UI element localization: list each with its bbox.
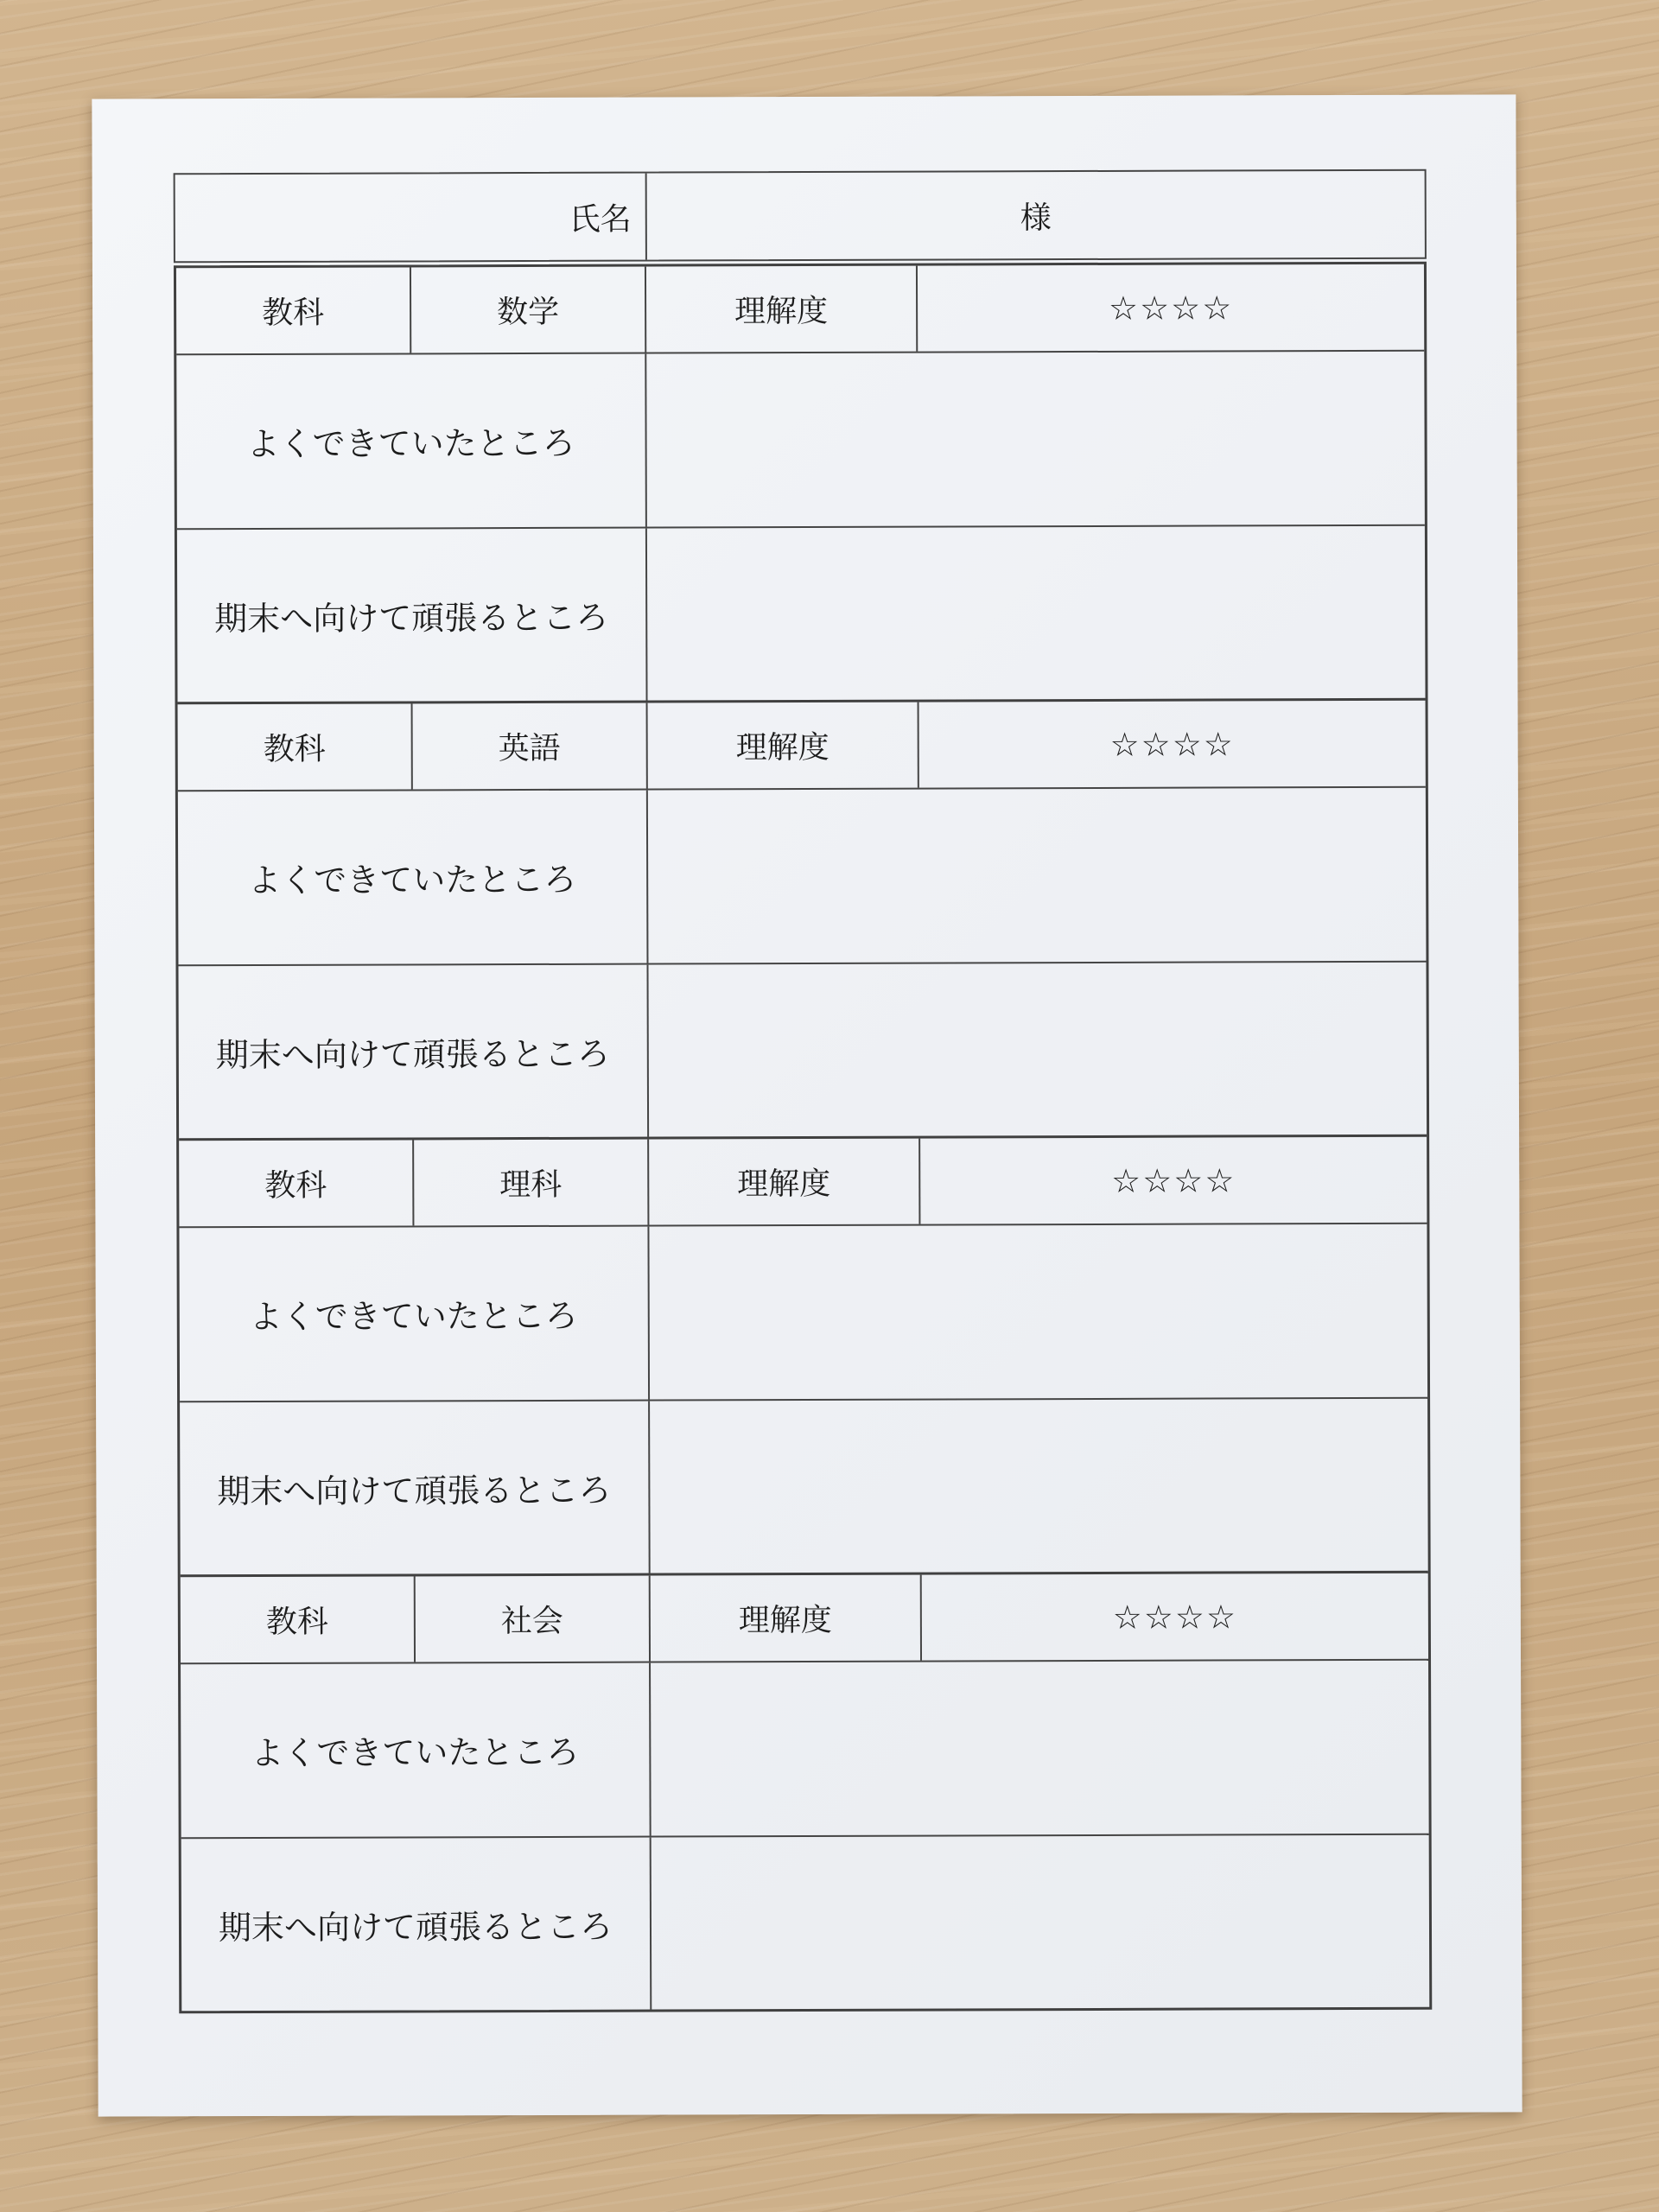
paper-sheet — [92, 94, 1522, 2116]
improve-points-row — [181, 1833, 1430, 2011]
subject-label: 教科 — [179, 1140, 414, 1226]
subject-grid — [174, 262, 1432, 2014]
good-points-row — [179, 1224, 1427, 1401]
subject-header-row — [176, 264, 1424, 356]
good-points-field[interactable] — [646, 352, 1425, 526]
name-suffix: 様 — [1020, 200, 1052, 236]
subject-name: 数学 — [411, 267, 646, 353]
good-points-field[interactable] — [649, 1224, 1427, 1399]
subject-block-science — [179, 1137, 1428, 1578]
subject-block-social — [181, 1573, 1430, 2012]
understanding-label: 理解度 — [646, 266, 918, 353]
name-field[interactable] — [647, 171, 1425, 260]
subject-label: 教科 — [181, 1576, 416, 1662]
subject-name: 社会 — [416, 1576, 651, 1662]
improve-points-label: 期末へ向けて頑張るところ — [178, 964, 649, 1138]
good-points-row — [178, 788, 1427, 964]
subject-header-row — [178, 701, 1426, 792]
improve-points-field[interactable] — [650, 1398, 1428, 1573]
subject-label: 教科 — [178, 703, 413, 790]
understanding-rating[interactable]: ☆☆☆☆ — [1109, 724, 1235, 764]
improve-points-row — [177, 524, 1426, 702]
improve-points-field[interactable] — [648, 962, 1427, 1136]
improve-points-field[interactable] — [652, 1834, 1430, 2009]
understanding-label: 理解度 — [651, 1575, 922, 1662]
improve-points-label: 期末へ向けて頑張るところ — [181, 1837, 652, 2011]
subject-block-math — [176, 264, 1426, 705]
understanding-rating[interactable]: ☆☆☆☆ — [1112, 1597, 1238, 1637]
good-points-field[interactable] — [651, 1661, 1429, 1835]
understanding-rating[interactable]: ☆☆☆☆ — [1111, 1160, 1236, 1200]
subject-header-row — [179, 1137, 1427, 1229]
good-points-label: よくできていたところ — [181, 1663, 652, 1837]
understanding-rating[interactable]: ☆☆☆☆ — [1108, 288, 1234, 327]
subject-label: 教科 — [176, 267, 411, 353]
subject-block-english — [178, 701, 1427, 1141]
good-points-label: よくできていたところ — [176, 354, 647, 528]
good-points-label: よくできていたところ — [179, 1227, 650, 1401]
good-points-field[interactable] — [648, 788, 1427, 963]
good-points-label: よくできていたところ — [178, 791, 649, 964]
subject-header-row — [181, 1573, 1428, 1665]
improve-points-row — [180, 1396, 1428, 1574]
improve-points-field[interactable] — [647, 525, 1426, 700]
subject-name: 英語 — [413, 703, 648, 790]
name-row — [174, 169, 1427, 264]
name-label: 氏名 — [175, 174, 647, 262]
good-points-row — [176, 352, 1425, 528]
improve-points-label: 期末へ向けて頑張るところ — [177, 528, 648, 702]
improve-points-label: 期末へ向けて頑張るところ — [180, 1401, 651, 1574]
improve-points-row — [178, 960, 1427, 1138]
good-points-row — [181, 1661, 1429, 1837]
understanding-label: 理解度 — [648, 702, 919, 789]
evaluation-form — [174, 169, 1433, 2014]
understanding-label: 理解度 — [649, 1139, 920, 1225]
subject-name: 理科 — [414, 1140, 649, 1226]
